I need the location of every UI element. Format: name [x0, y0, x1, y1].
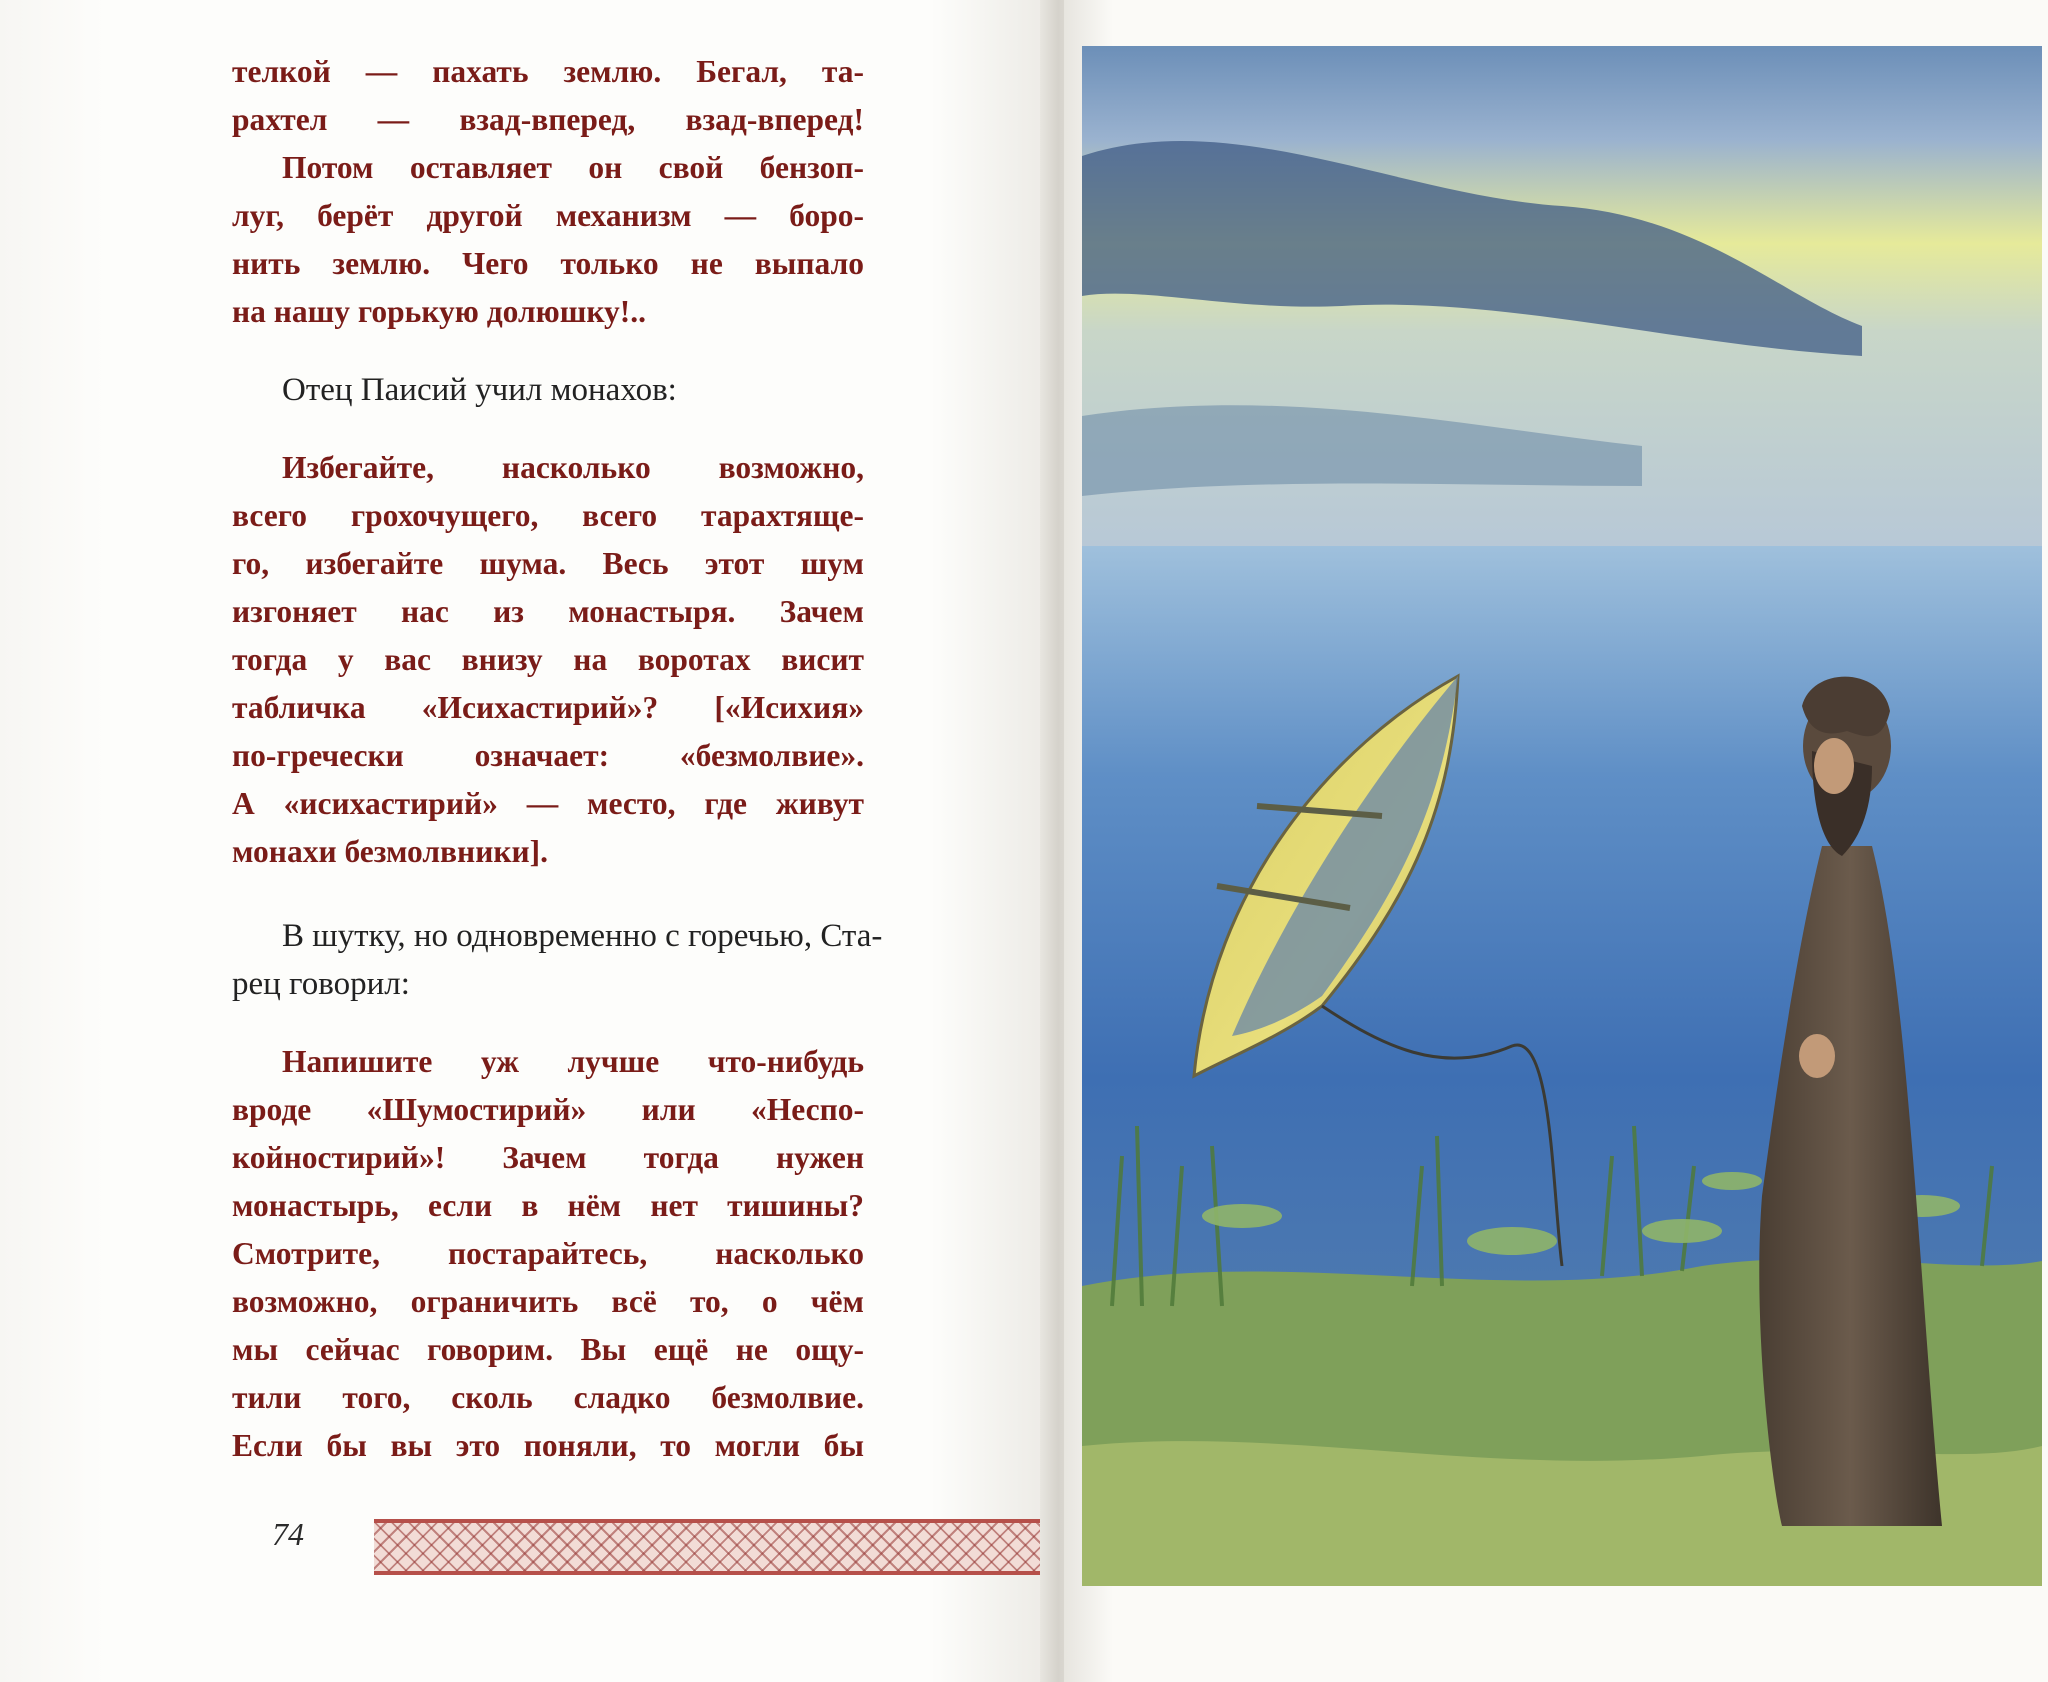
text-line: на нашу горькую долюшку!..: [232, 294, 647, 329]
text-line: всего грохочущего, всего тарахтяще-: [232, 498, 864, 533]
text-line: рахтел — взад-вперед, взад-вперед!: [232, 102, 864, 137]
text-line: тогда у вас внизу на воротах висит: [232, 642, 864, 677]
text-line: го, избегайте шума. Весь этот шум: [232, 546, 864, 581]
text-line: луг, берёт другой механизм — боро-: [232, 198, 864, 233]
text-line: Смотрите, постарайтесь, насколько: [232, 1236, 864, 1271]
text-line: телкой — пахать землю. Бегал, та-: [232, 54, 864, 89]
text-line: нить землю. Чего только не выпало: [232, 246, 864, 281]
page-number: 74: [272, 1516, 304, 1552]
narrative-paragraph: [232, 366, 864, 414]
ornamental-border: [374, 1519, 1049, 1575]
text-line: Избегайте, насколько возможно,: [282, 450, 864, 485]
text-line: по-гречески означает: «безмолвие».: [232, 738, 864, 773]
text-line: рец говорил:: [232, 966, 410, 1002]
narrative-paragraph: [232, 912, 883, 1008]
text-line: Напишите уж лучше что-нибудь: [282, 1044, 864, 1079]
text-line: А «исихастирий» — место, где живут: [232, 786, 864, 821]
text-line: табличка «Исихастирий»? [«Исихия»: [232, 690, 864, 725]
quoted-passage: [232, 48, 864, 336]
text-line: койностирий»! Зачем тогда нужен: [232, 1140, 864, 1175]
text-line: тили того, сколь сладко безмолвие.: [232, 1380, 864, 1415]
text-line: вроде «Шумостирий» или «Неспо-: [232, 1092, 864, 1127]
text-line: Если бы вы это поняли, то могли бы: [232, 1428, 864, 1463]
text-line: Отец Паисий учил монахов:: [282, 372, 677, 408]
text-line: В шутку, но одновременно с горечью, Ста-: [282, 918, 883, 954]
quoted-passage: [232, 1038, 864, 1470]
text-line: изгоняет нас из монастыря. Зачем: [232, 594, 864, 629]
text-line: монахи безмолвники].: [232, 834, 549, 869]
text-line: возможно, ограничить всё то, о чём: [232, 1284, 864, 1319]
text-line: монастырь, если в нём нет тишины?: [232, 1188, 864, 1223]
watercolor-illustration: [1082, 46, 2042, 1586]
text-line: Потом оставляет он свой бензоп-: [282, 150, 864, 185]
text-column: [232, 48, 883, 1470]
text-line: мы сейчас говорим. Вы ещё не ощу-: [232, 1332, 864, 1367]
quoted-passage: [232, 444, 864, 876]
